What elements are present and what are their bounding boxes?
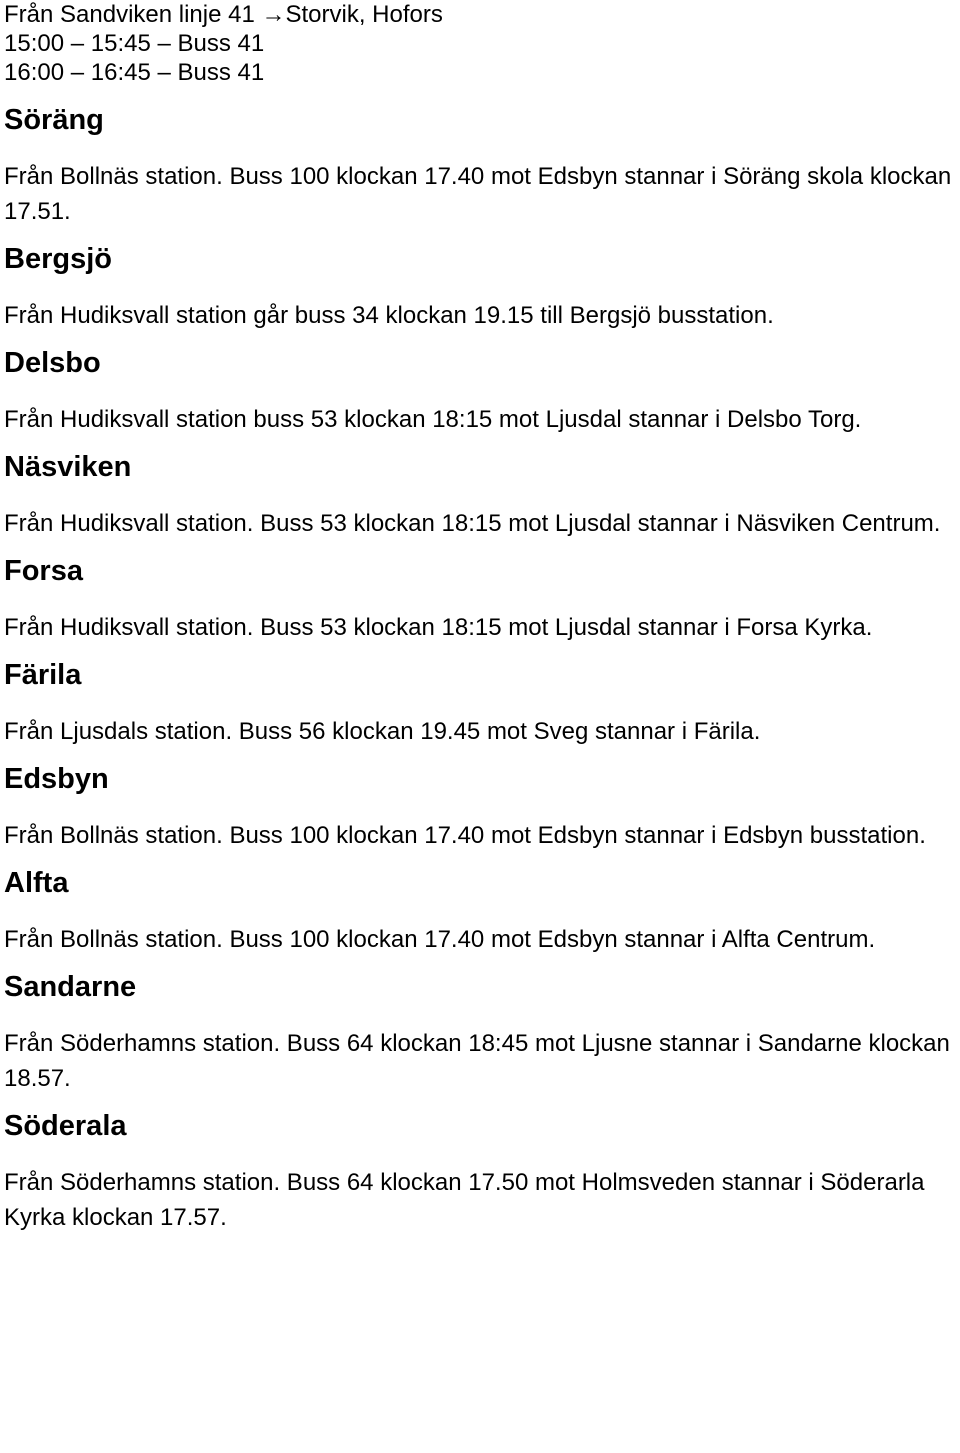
section-heading: Söderala: [4, 1110, 127, 1142]
section-heading: Forsa: [4, 555, 83, 587]
section-sorang: [4, 103, 956, 229]
intro-route-destination: Storvik, Hofors: [285, 1, 443, 28]
section-heading: Färila: [4, 659, 82, 691]
section-heading: Delsbo: [4, 347, 101, 379]
intro-departure-2: 16:00 – 16:45 – Buss 41: [4, 59, 265, 86]
section-text: Från Söderhamns station. Buss 64 klockan 17.50 mot Holmsveden stannar i Söderarla Kyrka klockan 17.57.: [4, 1169, 925, 1231]
section-text: Från Söderhamns station. Buss 64 klockan 18:45 mot Ljusne stannar i Sandarne klockan 18.57.: [4, 1030, 950, 1092]
section-text: Från Hudiksvall station buss 53 klockan 18:15 mot Ljusdal stannar i Delsbo Torg.: [4, 406, 862, 433]
section-heading: Näsviken: [4, 451, 132, 483]
section-bergsjo: [4, 242, 956, 333]
section-text: Från Hudiksvall station. Buss 53 klockan 18:15 mot Ljusdal stannar i Forsa Kyrka.: [4, 614, 873, 641]
intro-route-line: [4, 0, 956, 29]
section-soderala: [4, 1109, 956, 1235]
section-text: Från Hudiksvall station går buss 34 klockan 19.15 till Bergsjö busstation.: [4, 302, 774, 329]
document-page: [4, 0, 956, 1235]
section-text: Från Bollnäs station. Buss 100 klockan 17.40 mot Edsbyn stannar i Alfta Centrum.: [4, 926, 876, 953]
section-heading: Sandarne: [4, 971, 137, 1003]
section-text: Från Bollnäs station. Buss 100 klockan 17.40 mot Edsbyn stannar i Söräng skola klockan 17.51.: [4, 163, 952, 225]
section-heading: Alfta: [4, 867, 69, 899]
section-heading: Edsbyn: [4, 763, 109, 795]
section-heading: Bergsjö: [4, 243, 112, 275]
section-text: Från Hudiksvall station. Buss 53 klockan 18:15 mot Ljusdal stannar i Näsviken Centrum.: [4, 510, 941, 537]
section-forsa: [4, 554, 956, 645]
section-text: Från Ljusdals station. Buss 56 klockan 19.45 mot Sveg stannar i Färila.: [4, 718, 761, 745]
section-text: Från Bollnäs station. Buss 100 klockan 17.40 mot Edsbyn stannar i Edsbyn busstation.: [4, 822, 926, 849]
intro-departure-1: 15:00 – 15:45 – Buss 41: [4, 30, 265, 57]
section-sandarne: [4, 970, 956, 1096]
section-alfta: [4, 866, 956, 957]
intro-route-origin: Från Sandviken linje 41: [4, 1, 262, 28]
section-heading: Söräng: [4, 104, 104, 136]
section-nasviken: [4, 450, 956, 541]
section-delsbo: [4, 346, 956, 437]
section-farila: [4, 658, 956, 749]
arrow-right-icon: →: [261, 1, 286, 28]
intro-block: [4, 0, 956, 87]
section-edsbyn: [4, 762, 956, 853]
